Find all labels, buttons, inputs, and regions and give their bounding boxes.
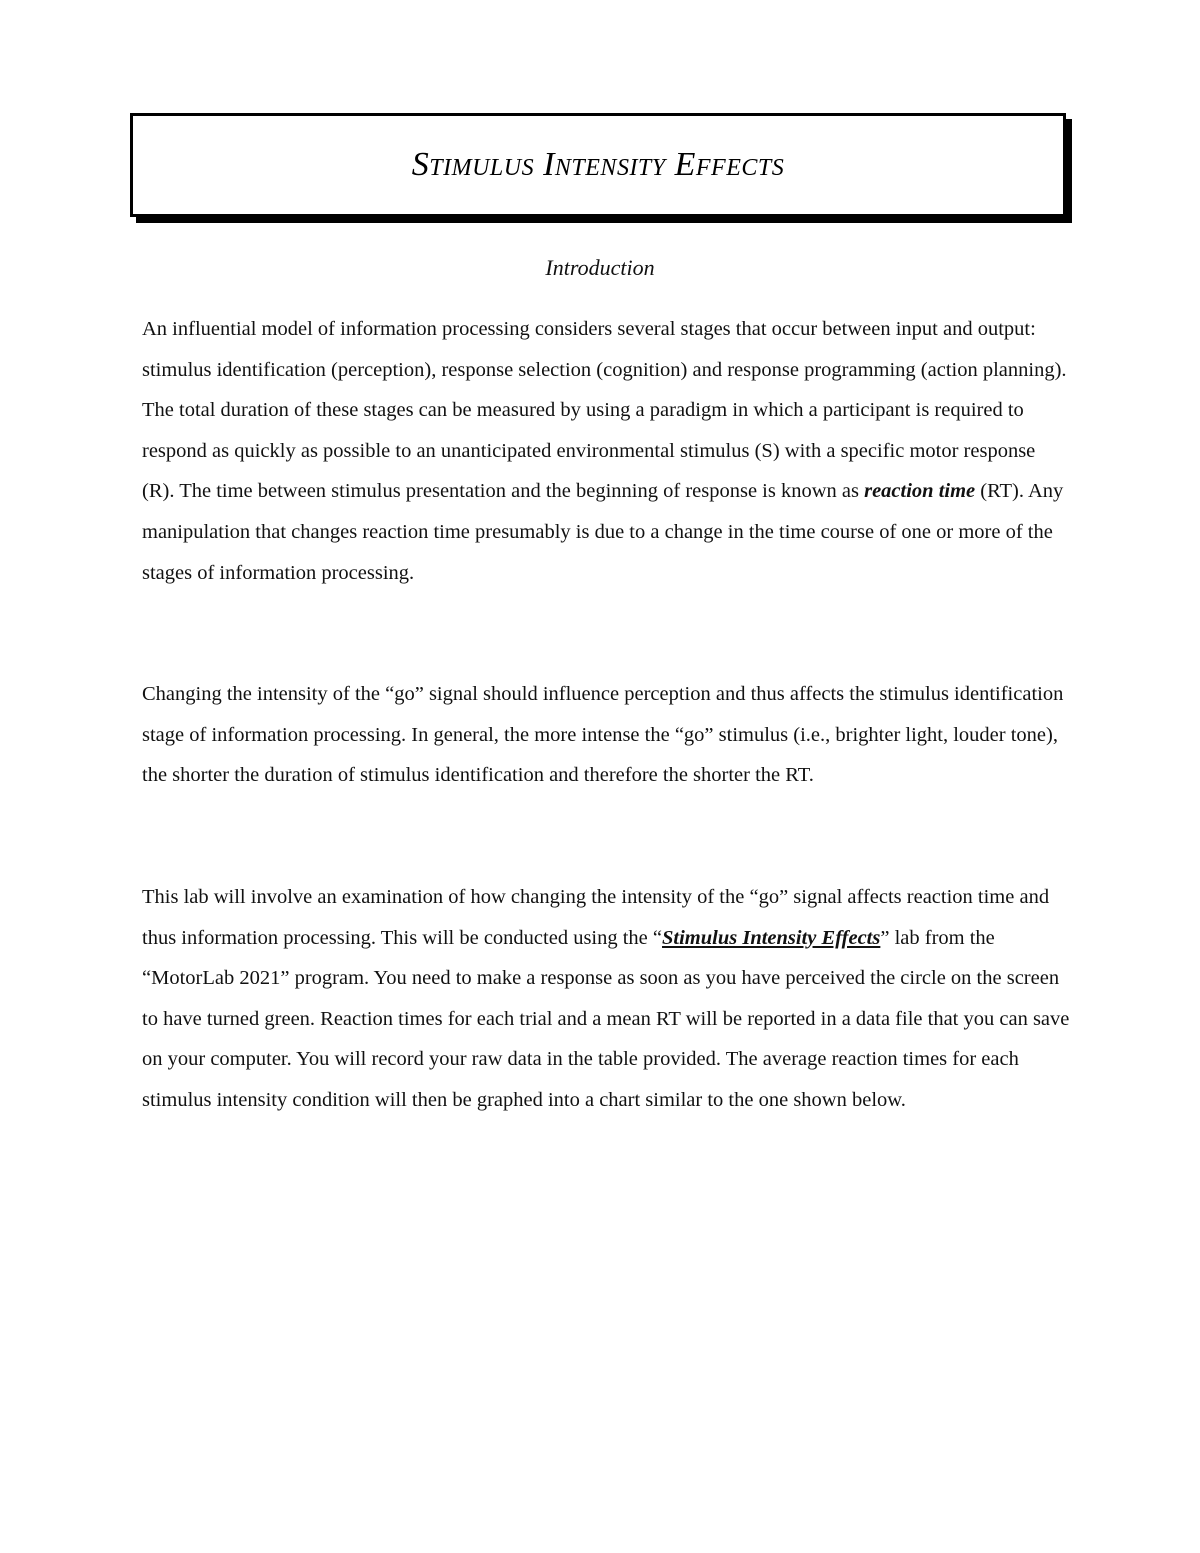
term-reaction-time: reaction time	[864, 480, 976, 503]
paragraph-1-text-before: An influential model of information processing considers several stages that occur between input and output: stimulus identification (perception), response selection (cognition) and response programming (action planning). The total duration of these stages can be measured by using a paradigm in which a participant is required to respond as quickly as possible to an unanticipated environmental stimulus (S) with a specific motor response (R). The time between stimulus presentation and the beginning of response is known as	[142, 318, 1067, 503]
document-title: Stimulus Intensity Effects	[411, 146, 785, 183]
section-heading-introduction: Introduction	[545, 255, 655, 280]
paragraph-1	[142, 309, 1072, 593]
title-box	[130, 113, 1066, 217]
paragraph-2: Changing the intensity of the “go” signal should influence perception and thus affects the stimulus identification stage of information processing. In general, the more intense the “go” stimulus (i.e., brighter light, louder tone), the shorter the duration of stimulus identification and therefore the shorter the RT.	[142, 683, 1064, 787]
lab-name-link[interactable]: Stimulus Intensity Effects	[662, 926, 881, 949]
paragraph-1-text-after: (RT). Any manipulation that changes reaction time presumably is due to a change in the time course of one or more of the stages of information processing.	[142, 480, 1064, 584]
paragraph-3-text-after: ” lab from the “MotorLab 2021” program. You need to make a response as soon as you have perceived the circle on the screen to have turned green. Reaction times for each trial and a mean RT will be reported in a data file that you can save on your computer. You will record your raw data in the table provided. The average reaction times for each stimulus intensity condition will then be graphed into a chart similar to the one shown below.	[142, 926, 1070, 1111]
paragraph-3-text-before: This lab will involve an examination of how changing the intensity of the “go” signal affects reaction time and thus information processing. This will be conducted using the “	[142, 886, 1050, 949]
paragraph-3	[142, 877, 1072, 1121]
